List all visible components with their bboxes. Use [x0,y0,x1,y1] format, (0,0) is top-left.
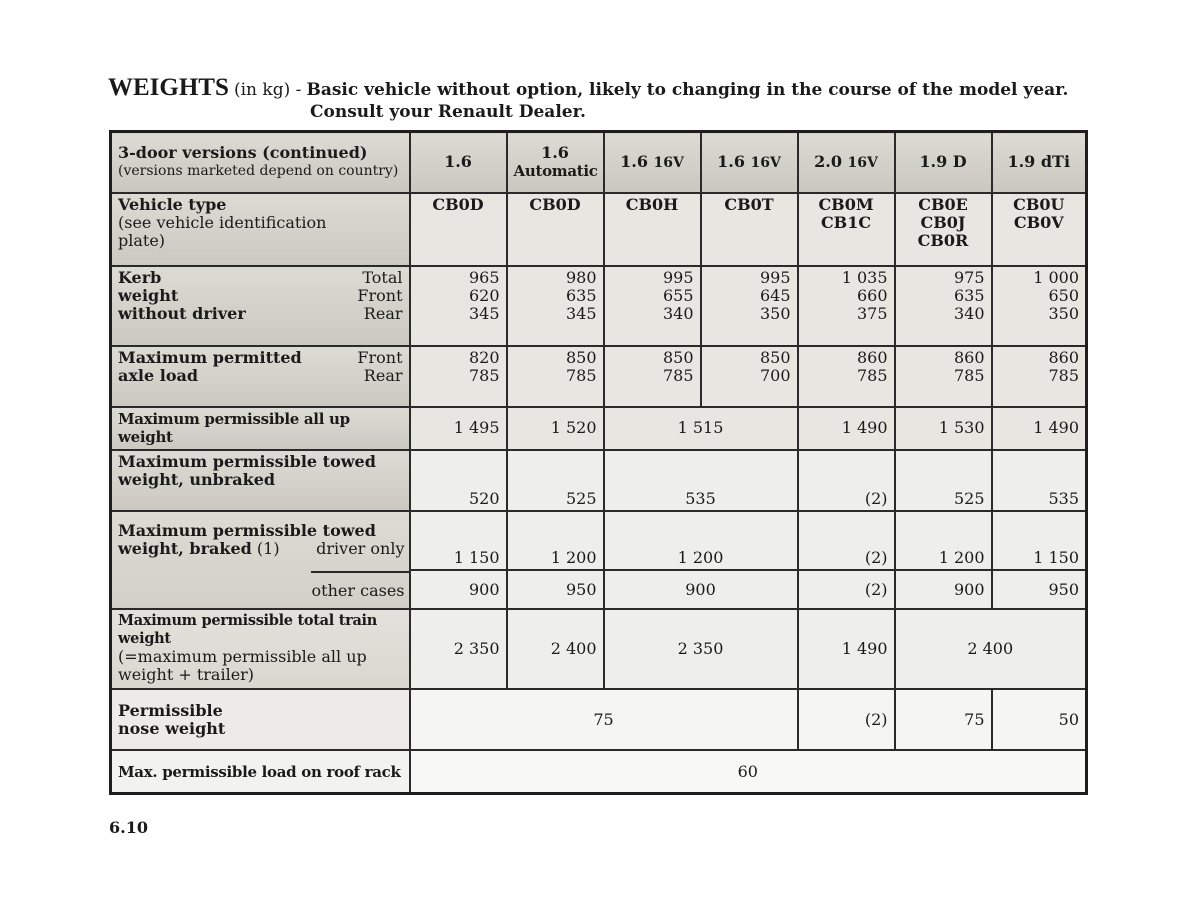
axle-load-row [111,346,1087,407]
kerb-weight-label: Kerb Total weight Front without driver Rear [111,266,410,346]
nose-weight-row [111,689,1087,750]
header-note: (versions marketed depend on country) [118,163,399,180]
axle-values: 860 785 [992,346,1087,407]
vehicle-type-label: Vehicle type (see vehicle identification plate) [111,193,410,266]
braked-driver-value: 1 200 [507,511,604,570]
vehicle-code: CB0D [410,193,507,266]
braked-other-value: 900 [604,570,798,609]
kerb-values: 980 635 345 [507,266,604,346]
unbraked-value: 535 [604,450,798,511]
unbraked-value: 535 [992,450,1087,511]
header-label: 3-door versions (continued) [118,143,368,163]
header-label-cell [111,132,410,193]
braked-driver-value: 1 150 [992,511,1087,570]
unbraked-value: (2) [798,450,895,511]
kerb-values: 975 635 340 [895,266,992,346]
axle-load-label: Maximum permitted Front axle load Rear [111,346,410,407]
vehicle-type-row [111,193,1087,266]
col-header: 1.6 [410,132,507,193]
train-value: 2 400 [895,609,1087,689]
col-header: 2.0 16V [798,132,895,193]
all-up-value: 1 515 [604,407,798,450]
unbraked-value: 525 [507,450,604,511]
axle-values: 860 785 [895,346,992,407]
train-value: 2 350 [410,609,507,689]
roof-rack-label: Max. permissible load on roof rack [111,750,410,793]
weights-table [109,130,1088,795]
nose-value: 75 [895,689,992,750]
axle-values: 850 700 [701,346,798,407]
braked-driver-value: 1 150 [410,511,507,570]
kerb-weight-row [111,266,1087,346]
all-up-value: 1 495 [410,407,507,450]
heading-title: WEIGHTS [108,74,229,101]
all-up-value: 1 490 [992,407,1087,450]
kerb-values: 995 645 350 [701,266,798,346]
kerb-values: 1 000 650 350 [992,266,1087,346]
col-header: 1.9 D [895,132,992,193]
heading-line2: Consult your Renault Dealer. [310,102,586,122]
nose-weight-label: Permissible nose weight [111,689,410,750]
heading-unit: (in kg) - [233,80,302,100]
braked-label: Maximum permissible towed weight, braked (1) driver only other cases [111,511,410,609]
axle-values: 860 785 [798,346,895,407]
header-row [111,132,1087,193]
axle-values: 850 785 [604,346,701,407]
train-weight-row [111,609,1087,689]
all-up-value: 1 520 [507,407,604,450]
kerb-values: 995 655 340 [604,266,701,346]
nose-value: 75 [410,689,798,750]
all-up-value: 1 530 [895,407,992,450]
page-number: 6.10 [109,818,148,837]
unbraked-row [111,450,1087,511]
vehicle-code: CB0T [701,193,798,266]
kerb-values: 965 620 345 [410,266,507,346]
col-header: 1.9 dTi [992,132,1087,193]
braked-other-value: 900 [410,570,507,609]
col-header: 1.6 16V [701,132,798,193]
kerb-values: 1 035 660 375 [798,266,895,346]
braked-other-value: 950 [992,570,1087,609]
axle-values: 820 785 [410,346,507,407]
braked-driver-value: 1 200 [895,511,992,570]
nose-value: (2) [798,689,895,750]
all-up-value: 1 490 [798,407,895,450]
unbraked-value: 525 [895,450,992,511]
braked-other-value: (2) [798,570,895,609]
braked-driver-row [111,511,1087,570]
vehicle-code: CB0M CB1C [798,193,895,266]
braked-other-value: 950 [507,570,604,609]
all-up-weight-label: Maximum permissible all up weight [111,407,410,450]
col-header: 1.6 Automatic [507,132,604,193]
unbraked-value: 520 [410,450,507,511]
vehicle-code: CB0E CB0J CB0R [895,193,992,266]
roof-rack-row [111,750,1087,793]
train-value: 2 400 [507,609,604,689]
braked-driver-value: (2) [798,511,895,570]
col-header: 1.6 16V [604,132,701,193]
heading-line1: Basic vehicle without option, likely to changing in the course of the model year. [306,80,1069,100]
vehicle-code: CB0U CB0V [992,193,1087,266]
braked-driver-value: 1 200 [604,511,798,570]
roof-rack-value: 60 [410,750,1087,793]
all-up-weight-row [111,407,1087,450]
page-heading [108,74,1108,123]
vehicle-code: CB0H [604,193,701,266]
unbraked-label: Maximum permissible towed weight, unbraked [111,450,410,511]
train-value: 2 350 [604,609,798,689]
train-weight-label: Maximum permissible total train weight (=maximum permissible all up weight + trailer) [111,609,410,689]
train-value: 1 490 [798,609,895,689]
braked-other-value: 900 [895,570,992,609]
nose-value: 50 [992,689,1087,750]
axle-values: 850 785 [507,346,604,407]
vehicle-code: CB0D [507,193,604,266]
